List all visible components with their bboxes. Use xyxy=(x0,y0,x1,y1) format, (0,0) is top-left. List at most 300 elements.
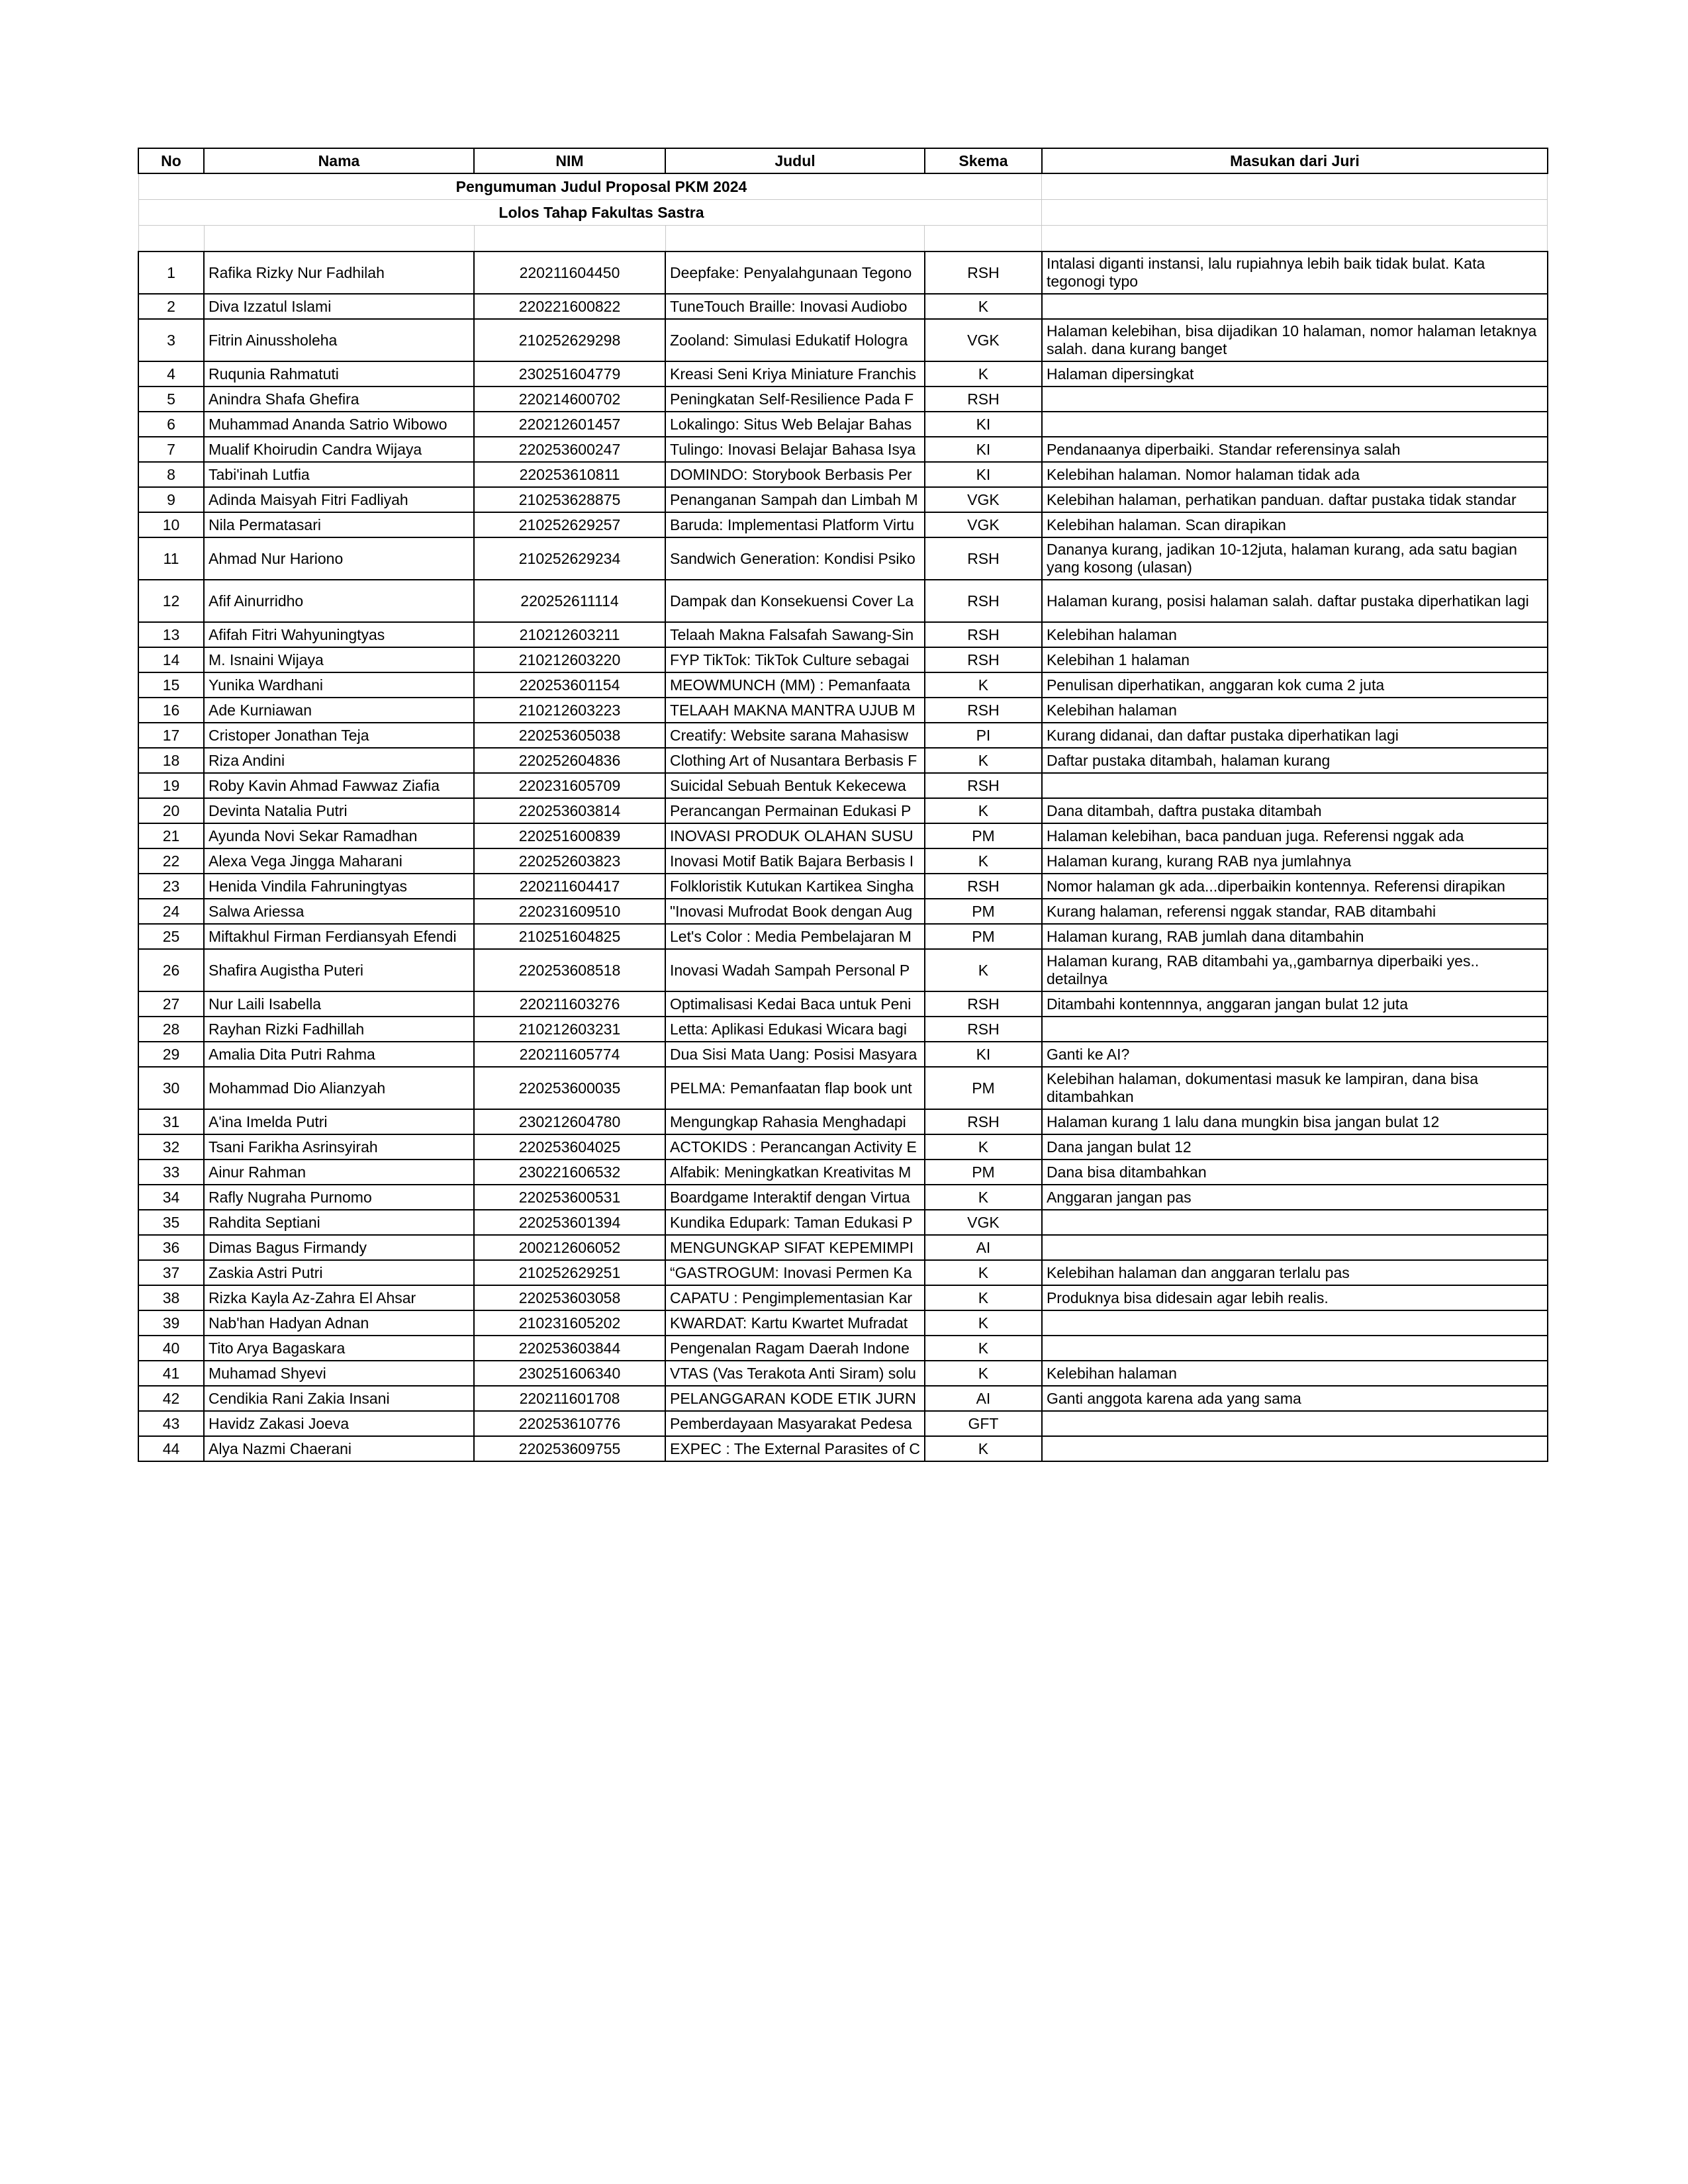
cell-no: 20 xyxy=(138,798,204,823)
table-row xyxy=(138,1386,1548,1411)
cell-nama: Fitrin Ainussholeha xyxy=(204,319,474,361)
cell-no: 43 xyxy=(138,1411,204,1436)
cell-nim: 230212604780 xyxy=(474,1109,665,1134)
cell-skema: RSH xyxy=(925,647,1042,672)
cell-nama: Miftakhul Firman Ferdiansyah Efendi xyxy=(204,924,474,949)
cell-nama: Tsani Farikha Asrinsyirah xyxy=(204,1134,474,1160)
cell-nama: Yunika Wardhani xyxy=(204,672,474,698)
cell-masukan xyxy=(1042,1411,1548,1436)
table-row xyxy=(138,319,1548,361)
cell-no: 1 xyxy=(138,251,204,294)
cell-nama: Shafira Augistha Puteri xyxy=(204,949,474,991)
cell-nim: 220211604450 xyxy=(474,251,665,294)
cell-no: 16 xyxy=(138,698,204,723)
cell-skema: VGK xyxy=(925,512,1042,537)
cell-masukan: Produknya bisa didesain agar lebih realis. xyxy=(1042,1285,1548,1310)
cell-nim: 220231605709 xyxy=(474,773,665,798)
cell-nim: 220253600035 xyxy=(474,1067,665,1109)
cell-judul: VTAS (Vas Terakota Anti Siram) solu xyxy=(665,1361,925,1386)
cell-skema: RSH xyxy=(925,537,1042,580)
cell-judul: DOMINDO: Storybook Berbasis Per xyxy=(665,462,925,487)
cell-nama: Nila Permatasari xyxy=(204,512,474,537)
cell-judul: “GASTROGUM: Inovasi Permen Ka xyxy=(665,1260,925,1285)
cell-nim: 230251606340 xyxy=(474,1361,665,1386)
empty-cell xyxy=(925,226,1042,252)
cell-judul: TELAAH MAKNA MANTRA UJUB M xyxy=(665,698,925,723)
cell-skema: PI xyxy=(925,723,1042,748)
cell-judul: Mengungkap Rahasia Menghadapi xyxy=(665,1109,925,1134)
cell-skema: K xyxy=(925,1185,1042,1210)
table-row xyxy=(138,848,1548,874)
cell-no: 6 xyxy=(138,412,204,437)
cell-nim: 220211604417 xyxy=(474,874,665,899)
cell-nama: Zaskia Astri Putri xyxy=(204,1260,474,1285)
cell-no: 29 xyxy=(138,1042,204,1067)
empty-cell xyxy=(204,226,474,252)
cell-masukan xyxy=(1042,1310,1548,1336)
sheet-header xyxy=(138,173,1548,251)
cell-nama: Cendikia Rani Zakia Insani xyxy=(204,1386,474,1411)
cell-masukan: Halaman kurang 1 lalu dana mungkin bisa jangan bulat 12 xyxy=(1042,1109,1548,1134)
cell-nim: 220253610811 xyxy=(474,462,665,487)
cell-nama: Salwa Ariessa xyxy=(204,899,474,924)
cell-nim: 220252611114 xyxy=(474,580,665,622)
cell-nama: Afif Ainurridho xyxy=(204,580,474,622)
table-row xyxy=(138,698,1548,723)
table-row xyxy=(138,1042,1548,1067)
cell-masukan: Kelebihan halaman dan anggaran terlalu pas xyxy=(1042,1260,1548,1285)
cell-skema: K xyxy=(925,848,1042,874)
empty-cell xyxy=(1042,173,1548,200)
cell-nama: Rahdita Septiani xyxy=(204,1210,474,1235)
table-row xyxy=(138,1285,1548,1310)
cell-nama: Ahmad Nur Hariono xyxy=(204,537,474,580)
cell-judul: Lokalingo: Situs Web Belajar Bahas xyxy=(665,412,925,437)
cell-skema: K xyxy=(925,1361,1042,1386)
cell-masukan: Halaman kurang, RAB ditambahi ya,,gambarnya diperbaiki yes.. detailnya xyxy=(1042,949,1548,991)
cell-no: 22 xyxy=(138,848,204,874)
cell-nim: 220253603058 xyxy=(474,1285,665,1310)
cell-skema: K xyxy=(925,1336,1042,1361)
cell-no: 3 xyxy=(138,319,204,361)
cell-skema: K xyxy=(925,798,1042,823)
cell-nama: Amalia Dita Putri Rahma xyxy=(204,1042,474,1067)
cell-nama: Muhamad Shyevi xyxy=(204,1361,474,1386)
cell-no: 37 xyxy=(138,1260,204,1285)
cell-judul: Let's Color : Media Pembelajaran M xyxy=(665,924,925,949)
cell-skema: K xyxy=(925,672,1042,698)
cell-judul: Zooland: Simulasi Edukatif Hologra xyxy=(665,319,925,361)
cell-skema: RSH xyxy=(925,874,1042,899)
table-row xyxy=(138,1210,1548,1235)
cell-no: 7 xyxy=(138,437,204,462)
cell-masukan xyxy=(1042,773,1548,798)
cell-no: 21 xyxy=(138,823,204,848)
cell-masukan: Kelebihan halaman xyxy=(1042,1361,1548,1386)
cell-judul: Peningkatan Self-Resilience Pada F xyxy=(665,387,925,412)
cell-masukan: Halaman kelebihan, bisa dijadikan 10 halaman, nomor halaman letaknya salah. dana kurang banget xyxy=(1042,319,1548,361)
cell-nim: 220212601457 xyxy=(474,412,665,437)
cell-nama: Havidz Zakasi Joeva xyxy=(204,1411,474,1436)
cell-skema: RSH xyxy=(925,622,1042,647)
table-row xyxy=(138,899,1548,924)
cell-masukan: Kelebihan halaman xyxy=(1042,622,1548,647)
cell-skema: K xyxy=(925,294,1042,319)
cell-skema: PM xyxy=(925,924,1042,949)
cell-nim: 220211601708 xyxy=(474,1386,665,1411)
table-row xyxy=(138,1411,1548,1436)
table-row xyxy=(138,672,1548,698)
table-row xyxy=(138,537,1548,580)
cell-masukan: Dana jangan bulat 12 xyxy=(1042,1134,1548,1160)
cell-skema: K xyxy=(925,949,1042,991)
table-row xyxy=(138,723,1548,748)
cell-nama: Muhammad Ananda Satrio Wibowo xyxy=(204,412,474,437)
table-row xyxy=(138,512,1548,537)
cell-no: 39 xyxy=(138,1310,204,1336)
cell-nama: Rafika Rizky Nur Fadhilah xyxy=(204,251,474,294)
cell-skema: K xyxy=(925,1260,1042,1285)
cell-nama: Dimas Bagus Firmandy xyxy=(204,1235,474,1260)
cell-masukan: Dana bisa ditambahkan xyxy=(1042,1160,1548,1185)
column-header-nama: Nama xyxy=(204,148,474,173)
table-row xyxy=(138,622,1548,647)
cell-judul: Pengenalan Ragam Daerah Indone xyxy=(665,1336,925,1361)
cell-masukan xyxy=(1042,294,1548,319)
column-header-skema: Skema xyxy=(925,148,1042,173)
cell-judul: Kreasi Seni Kriya Miniature Franchis xyxy=(665,361,925,387)
cell-no: 30 xyxy=(138,1067,204,1109)
cell-judul: Pemberdayaan Masyarakat Pedesa xyxy=(665,1411,925,1436)
table-row xyxy=(138,1067,1548,1109)
cell-masukan: Halaman dipersingkat xyxy=(1042,361,1548,387)
cell-skema: RSH xyxy=(925,387,1042,412)
cell-masukan: Kurang halaman, referensi nggak standar, RAB ditambahi xyxy=(1042,899,1548,924)
cell-judul: CAPATU : Pengimplementasian Kar xyxy=(665,1285,925,1310)
table-row xyxy=(138,387,1548,412)
table-row xyxy=(138,991,1548,1017)
cell-judul: EXPEC : The External Parasites of C xyxy=(665,1436,925,1461)
table-row xyxy=(138,1134,1548,1160)
cell-skema: PM xyxy=(925,899,1042,924)
cell-nama: Anindra Shafa Ghefira xyxy=(204,387,474,412)
cell-skema: RSH xyxy=(925,991,1042,1017)
cell-no: 15 xyxy=(138,672,204,698)
cell-skema: VGK xyxy=(925,319,1042,361)
cell-no: 41 xyxy=(138,1361,204,1386)
cell-nama: A'ina Imelda Putri xyxy=(204,1109,474,1134)
table-row xyxy=(138,798,1548,823)
cell-judul: Folkloristik Kutukan Kartikea Singha xyxy=(665,874,925,899)
cell-judul: "Inovasi Mufrodat Book dengan Aug xyxy=(665,899,925,924)
cell-no: 8 xyxy=(138,462,204,487)
column-header-no: No xyxy=(138,148,204,173)
table-row xyxy=(138,1436,1548,1461)
cell-masukan: Ditambahi kontennnya, anggaran jangan bulat 12 juta xyxy=(1042,991,1548,1017)
cell-judul: Letta: Aplikasi Edukasi Wicara bagi xyxy=(665,1017,925,1042)
cell-skema: K xyxy=(925,1134,1042,1160)
cell-no: 26 xyxy=(138,949,204,991)
cell-skema: AI xyxy=(925,1235,1042,1260)
cell-masukan xyxy=(1042,1436,1548,1461)
cell-skema: KI xyxy=(925,1042,1042,1067)
cell-nim: 210252629234 xyxy=(474,537,665,580)
cell-nim: 220211605774 xyxy=(474,1042,665,1067)
cell-nim: 220253600247 xyxy=(474,437,665,462)
empty-cell xyxy=(138,226,204,252)
cell-masukan: Kelebihan halaman. Nomor halaman tidak ada xyxy=(1042,462,1548,487)
cell-judul: Penanganan Sampah dan Limbah M xyxy=(665,487,925,512)
cell-nim: 220253610776 xyxy=(474,1411,665,1436)
cell-judul: Baruda: Implementasi Platform Virtu xyxy=(665,512,925,537)
table-row xyxy=(138,823,1548,848)
cell-masukan: Kelebihan 1 halaman xyxy=(1042,647,1548,672)
cell-nim: 210212603231 xyxy=(474,1017,665,1042)
cell-masukan: Kelebihan halaman, perhatikan panduan. daftar pustaka tidak standar xyxy=(1042,487,1548,512)
cell-masukan: Kurang didanai, dan daftar pustaka diperhatikan lagi xyxy=(1042,723,1548,748)
cell-masukan: Kelebihan halaman, dokumentasi masuk ke lampiran, dana bisa ditambahkan xyxy=(1042,1067,1548,1109)
table-row xyxy=(138,251,1548,294)
cell-no: 32 xyxy=(138,1134,204,1160)
table-row xyxy=(138,294,1548,319)
cell-no: 5 xyxy=(138,387,204,412)
cell-masukan: Kelebihan halaman xyxy=(1042,698,1548,723)
cell-masukan: Nomor halaman gk ada...diperbaikin kontennya. Referensi dirapikan xyxy=(1042,874,1548,899)
cell-no: 14 xyxy=(138,647,204,672)
cell-nama: Tabi'inah Lutfia xyxy=(204,462,474,487)
cell-judul: FYP TikTok: TikTok Culture sebagai xyxy=(665,647,925,672)
cell-nama: Tito Arya Bagaskara xyxy=(204,1336,474,1361)
cell-masukan: Intalasi diganti instansi, lalu rupiahnya lebih baik tidak bulat. Kata tegonogi typo xyxy=(1042,251,1548,294)
cell-judul: Inovasi Motif Batik Bajara Berbasis I xyxy=(665,848,925,874)
cell-no: 13 xyxy=(138,622,204,647)
cell-no: 17 xyxy=(138,723,204,748)
cell-judul: Sandwich Generation: Kondisi Psiko xyxy=(665,537,925,580)
table-row xyxy=(138,647,1548,672)
cell-nim: 220253609755 xyxy=(474,1436,665,1461)
cell-skema: GFT xyxy=(925,1411,1042,1436)
cell-nama: Nab'han Hadyan Adnan xyxy=(204,1310,474,1336)
table-row xyxy=(138,924,1548,949)
cell-skema: RSH xyxy=(925,251,1042,294)
cell-nama: Henida Vindila Fahruningtyas xyxy=(204,874,474,899)
cell-no: 24 xyxy=(138,899,204,924)
cell-nim: 230251604779 xyxy=(474,361,665,387)
table-row xyxy=(138,1109,1548,1134)
cell-masukan: Dana ditambah, daftra pustaka ditambah xyxy=(1042,798,1548,823)
cell-skema: KI xyxy=(925,462,1042,487)
empty-cell xyxy=(665,226,925,252)
table-row xyxy=(138,580,1548,622)
cell-nim: 220252603823 xyxy=(474,848,665,874)
cell-judul: Telaah Makna Falsafah Sawang-Sin xyxy=(665,622,925,647)
cell-nama: Cristoper Jonathan Teja xyxy=(204,723,474,748)
cell-judul: Creatify: Website sarana Mahasisw xyxy=(665,723,925,748)
cell-nim: 220253608518 xyxy=(474,949,665,991)
column-header-judul: Judul xyxy=(665,148,925,173)
column-header-masukan: Masukan dari Juri xyxy=(1042,148,1548,173)
cell-masukan: Halaman kurang, kurang RAB nya jumlahnya xyxy=(1042,848,1548,874)
cell-skema: K xyxy=(925,748,1042,773)
cell-nama: M. Isnaini Wijaya xyxy=(204,647,474,672)
cell-nim: 210253628875 xyxy=(474,487,665,512)
cell-masukan: Pendanaanya diperbaiki. Standar referensinya salah xyxy=(1042,437,1548,462)
cell-skema: RSH xyxy=(925,698,1042,723)
cell-nim: 210212603223 xyxy=(474,698,665,723)
cell-judul: Dampak dan Konsekuensi Cover La xyxy=(665,580,925,622)
cell-no: 35 xyxy=(138,1210,204,1235)
cell-skema: RSH xyxy=(925,773,1042,798)
cell-judul: Deepfake: Penyalahgunaan Tegono xyxy=(665,251,925,294)
cell-judul: KWARDAT: Kartu Kwartet Mufradat xyxy=(665,1310,925,1336)
cell-nim: 220253603844 xyxy=(474,1336,665,1361)
table-row xyxy=(138,949,1548,991)
cell-skema: RSH xyxy=(925,580,1042,622)
cell-nim: 220251600839 xyxy=(474,823,665,848)
cell-no: 10 xyxy=(138,512,204,537)
cell-nim: 200212606052 xyxy=(474,1235,665,1260)
cell-no: 25 xyxy=(138,924,204,949)
table-row xyxy=(138,1160,1548,1185)
cell-no: 44 xyxy=(138,1436,204,1461)
cell-no: 4 xyxy=(138,361,204,387)
cell-masukan: Ganti anggota karena ada yang sama xyxy=(1042,1386,1548,1411)
cell-nim: 220214600702 xyxy=(474,387,665,412)
table-row xyxy=(138,1310,1548,1336)
cell-no: 23 xyxy=(138,874,204,899)
cell-nim: 220253603814 xyxy=(474,798,665,823)
cell-no: 28 xyxy=(138,1017,204,1042)
cell-masukan xyxy=(1042,1017,1548,1042)
cell-judul: Clothing Art of Nusantara Berbasis F xyxy=(665,748,925,773)
cell-nama: Afifah Fitri Wahyuningtyas xyxy=(204,622,474,647)
cell-nim: 210252629257 xyxy=(474,512,665,537)
cell-skema: K xyxy=(925,1436,1042,1461)
cell-masukan: Halaman kurang, RAB jumlah dana ditambahin xyxy=(1042,924,1548,949)
cell-nama: Riza Andini xyxy=(204,748,474,773)
cell-nim: 220253604025 xyxy=(474,1134,665,1160)
table-row xyxy=(138,1185,1548,1210)
cell-judul: Alfabik: Meningkatkan Kreativitas M xyxy=(665,1160,925,1185)
table-row xyxy=(138,1336,1548,1361)
cell-nama: Alexa Vega Jingga Maharani xyxy=(204,848,474,874)
cell-masukan: Halaman kelebihan, baca panduan juga. Referensi nggak ada xyxy=(1042,823,1548,848)
cell-nim: 220211603276 xyxy=(474,991,665,1017)
cell-judul: Optimalisasi Kedai Baca untuk Peni xyxy=(665,991,925,1017)
cell-masukan: Dananya kurang, jadikan 10-12juta, halaman kurang, ada satu bagian yang kosong (ulasan) xyxy=(1042,537,1548,580)
page-title: Pengumuman Judul Proposal PKM 2024 xyxy=(138,173,1042,200)
cell-judul: INOVASI PRODUK OLAHAN SUSU xyxy=(665,823,925,848)
empty-cell xyxy=(1042,226,1548,252)
cell-nim: 210212603220 xyxy=(474,647,665,672)
cell-nim: 220253601154 xyxy=(474,672,665,698)
cell-masukan: Halaman kurang, posisi halaman salah. daftar pustaka diperhatikan lagi xyxy=(1042,580,1548,622)
cell-nama: Alya Nazmi Chaerani xyxy=(204,1436,474,1461)
cell-judul: Suicidal Sebuah Bentuk Kekecewa xyxy=(665,773,925,798)
cell-judul: Kundika Edupark: Taman Edukasi P xyxy=(665,1210,925,1235)
cell-nama: Ruqunia Rahmatuti xyxy=(204,361,474,387)
table-body xyxy=(138,251,1548,1461)
cell-masukan xyxy=(1042,1336,1548,1361)
cell-no: 18 xyxy=(138,748,204,773)
announcement-table xyxy=(138,148,1548,1462)
column-header-row xyxy=(138,148,1548,173)
cell-skema: RSH xyxy=(925,1017,1042,1042)
cell-nim: 230221606532 xyxy=(474,1160,665,1185)
cell-masukan xyxy=(1042,412,1548,437)
cell-no: 2 xyxy=(138,294,204,319)
cell-masukan: Anggaran jangan pas xyxy=(1042,1185,1548,1210)
cell-nim: 220221600822 xyxy=(474,294,665,319)
cell-judul: PELMA: Pemanfaatan flap book unt xyxy=(665,1067,925,1109)
cell-no: 38 xyxy=(138,1285,204,1310)
cell-no: 31 xyxy=(138,1109,204,1134)
cell-no: 42 xyxy=(138,1386,204,1411)
table-row xyxy=(138,773,1548,798)
cell-skema: KI xyxy=(925,437,1042,462)
cell-judul: PELANGGARAN KODE ETIK JURN xyxy=(665,1386,925,1411)
table-row xyxy=(138,748,1548,773)
cell-skema: PM xyxy=(925,1067,1042,1109)
cell-no: 36 xyxy=(138,1235,204,1260)
table-row xyxy=(138,412,1548,437)
cell-nama: Ayunda Novi Sekar Ramadhan xyxy=(204,823,474,848)
cell-skema: K xyxy=(925,1285,1042,1310)
cell-judul: TuneTouch Braille: Inovasi Audiobo xyxy=(665,294,925,319)
cell-judul: Dua Sisi Mata Uang: Posisi Masyara xyxy=(665,1042,925,1067)
cell-nim: 210231605202 xyxy=(474,1310,665,1336)
cell-nama: Ade Kurniawan xyxy=(204,698,474,723)
cell-nama: Rizka Kayla Az-Zahra El Ahsar xyxy=(204,1285,474,1310)
cell-nim: 220253605038 xyxy=(474,723,665,748)
table-row xyxy=(138,1361,1548,1386)
cell-masukan xyxy=(1042,1235,1548,1260)
table-row xyxy=(138,1017,1548,1042)
cell-judul: ACTOKIDS : Perancangan Activity E xyxy=(665,1134,925,1160)
cell-masukan: Ganti ke AI? xyxy=(1042,1042,1548,1067)
table-row xyxy=(138,361,1548,387)
cell-skema: VGK xyxy=(925,1210,1042,1235)
cell-nim: 220253601394 xyxy=(474,1210,665,1235)
cell-no: 33 xyxy=(138,1160,204,1185)
cell-no: 34 xyxy=(138,1185,204,1210)
cell-masukan: Penulisan diperhatikan, anggaran kok cuma 2 juta xyxy=(1042,672,1548,698)
cell-skema: PM xyxy=(925,1160,1042,1185)
cell-nim: 210252629251 xyxy=(474,1260,665,1285)
table-row xyxy=(138,874,1548,899)
cell-nama: Diva Izzatul Islami xyxy=(204,294,474,319)
table-row xyxy=(138,1260,1548,1285)
cell-no: 40 xyxy=(138,1336,204,1361)
cell-nama: Devinta Natalia Putri xyxy=(204,798,474,823)
cell-nama: Rayhan Rizki Fadhillah xyxy=(204,1017,474,1042)
cell-no: 11 xyxy=(138,537,204,580)
cell-nim: 210212603211 xyxy=(474,622,665,647)
cell-skema: PM xyxy=(925,823,1042,848)
cell-nim: 210252629298 xyxy=(474,319,665,361)
cell-nama: Ainur Rahman xyxy=(204,1160,474,1185)
cell-nama: Mualif Khoirudin Candra Wijaya xyxy=(204,437,474,462)
empty-cell xyxy=(474,226,665,252)
cell-no: 12 xyxy=(138,580,204,622)
cell-skema: K xyxy=(925,361,1042,387)
cell-nim: 220231609510 xyxy=(474,899,665,924)
cell-skema: KI xyxy=(925,412,1042,437)
cell-masukan: Daftar pustaka ditambah, halaman kurang xyxy=(1042,748,1548,773)
cell-judul: Inovasi Wadah Sampah Personal P xyxy=(665,949,925,991)
cell-judul: Tulingo: Inovasi Belajar Bahasa Isya xyxy=(665,437,925,462)
cell-skema: RSH xyxy=(925,1109,1042,1134)
